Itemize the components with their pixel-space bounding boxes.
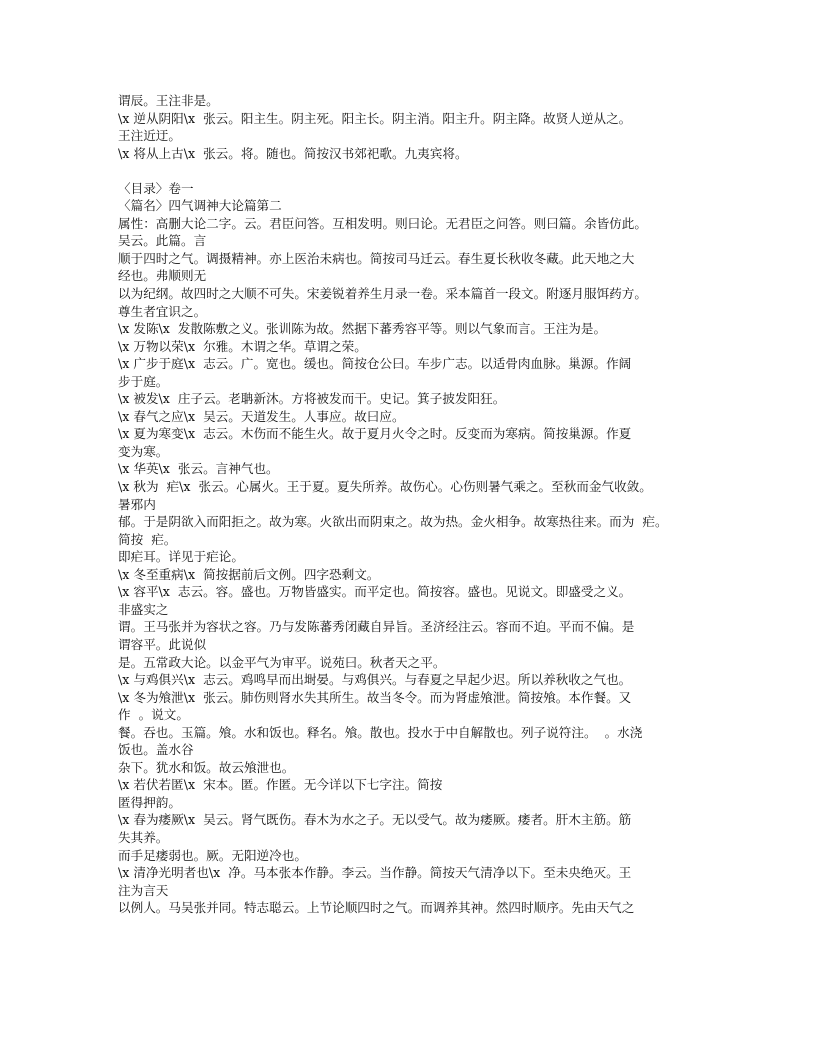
text-line: 作 。说文。 [118,707,189,723]
text-line: 顺于四时之气。调摄精神。亦上医治未病也。简按司马迁云。春生夏长秋收冬藏。此天地之大 [118,250,635,266]
text-line: 匿得押韵。 [118,794,181,810]
text-line: 杂下。犹水和饭。故云飧泄也。 [118,759,295,775]
text-line: \x 夏为寒变\x 志云。木伤而不能生火。故于夏月火令之时。反变而为寒病。简按巢源。作夏 [118,426,632,442]
document-page [118,92,718,917]
text-line: 步于庭。 [118,373,169,389]
text-line: 饭也。盖水谷 [118,742,194,758]
text-line: 注为言天 [118,882,169,898]
text-line: \x 万物以荣\x 尔雅。木谓之华。草谓之荣。 [118,338,367,354]
text-line: 王注近迂。 [118,128,181,144]
text-line: 暑邪内 [118,496,156,512]
text-line: 尊生者宜识之。 [118,303,207,319]
text-line: \x 容平\x 志云。容。盛也。万物皆盛实。而平定也。简按容。盛也。见说文。即盛受之义。 [118,584,632,600]
text-line: \x 春为痿厥\x 吴云。肾气既伤。春木为水之子。无以受气。故为痿厥。痿者。肝木主筋。筋 [118,812,632,828]
text-line: 而手足痿弱也。厥。无阳逆冷也。 [118,847,307,863]
text-line: \x 发陈\x 发散陈敷之义。张训陈为故。然据下蕃秀容平等。则以气象而言。王注为是。 [118,321,607,337]
text-line: \x 冬至重病\x 简按据前后文例。四字恐剩文。 [118,566,380,582]
text-line: \x 将从上古\x 张云。将。随也。简按汉书郊祀歌。九夷宾将。 [118,145,468,161]
text-line: \x 被发\x 庄子云。老聃新沐。方将被发而干。史记。箕子披发阳狂。 [118,391,506,407]
text-line: 吴云。此篇。言 [118,233,207,249]
text-line: 〈篇名〉四气调神大论篇第二 [118,198,282,214]
text-line: 谓。王马张并为容状之容。乃与发陈蕃秀闭藏自异旨。圣济经注云。容而不迫。平而不偏。是 [118,619,635,635]
text-line: \x 秋为 疟\x 张云。心属火。王于夏。夏失所养。故伤心。心伤则暑气乘之。至秋而金气收敛。 [118,479,652,495]
text-line: 简按 疟。 [118,531,177,547]
text-line: 谓辰。王注非是。 [118,93,219,108]
text-line: 以为纪纲。故四时之大顺不可失。宋姜锐着养生月录一卷。采本篇首一段文。附逐月服饵药方。 [118,286,647,302]
text-line: 餐。吞也。玉篇。飧。水和饭也。释名。飧。散也。投水于中自解散也。列子说符注。 。水浇 [118,724,643,740]
text-line: \x 与鸡俱兴\x 志云。鸡鸣早而出埘晏。与鸡俱兴。与春夏之早起少迟。所以养秋收之气也。 [118,672,632,688]
text-line: \x 若伏若匿\x 宋本。匿。作匿。无今详以下七字注。简按 [118,777,443,793]
text-line: 谓容平。此说似 [118,636,207,652]
text-line: \x 华英\x 张云。言神气也。 [118,461,279,477]
text-line: \x 冬为飧泄\x 张云。肺伤则肾水失其所生。故当冬令。而为肾虚飧泄。简按飧。本作餐。又 [118,689,632,705]
text-line: 以例人。马吴张并同。特志聪云。上节论顺四时之气。而调养其神。然四时顺序。先由天气之 [118,900,635,916]
text-line: 郁。于是阴欲入而阳拒之。故为寒。火欲出而阴束之。故为热。金火相争。故寒热往来。而为 疟。 [118,514,668,530]
text-line: 是。五常政大论。以金平气为审平。说苑曰。秋者天之平。 [118,654,446,670]
text-line: 失其养。 [118,829,169,845]
text-line: \x 清净光明者也\x 净。马本张本作静。李云。当作静。简按天气清净以下。至未央绝灭。王 [118,865,632,881]
text-line: \x 春气之应\x 吴云。天道发生。人事应。故曰应。 [118,408,405,424]
text-line: 变为寒。 [118,443,169,459]
text-line: 非盛实之 [118,601,169,617]
text-line: 〈目录〉卷一 [118,180,194,196]
text-line: \x 逆从阴阳\x 张云。阳主生。阴主死。阳主长。阴主消。阳主升。阴主降。故贤人逆从之。 [118,110,632,126]
text-line: 属性：高删大论二字。云。君臣问答。互相发明。则曰论。无君臣之问答。则曰篇。余皆仿此。 [118,215,647,231]
text-line: 经也。弗顺则无 [118,268,207,284]
text-line: \x 广步于庭\x 志云。广。宽也。缓也。简按仓公曰。车步广志。以适骨肉血脉。巢源。作阔 [118,356,632,372]
text-line: 即疟耳。详见于疟论。 [118,549,244,565]
text-line [118,162,718,180]
